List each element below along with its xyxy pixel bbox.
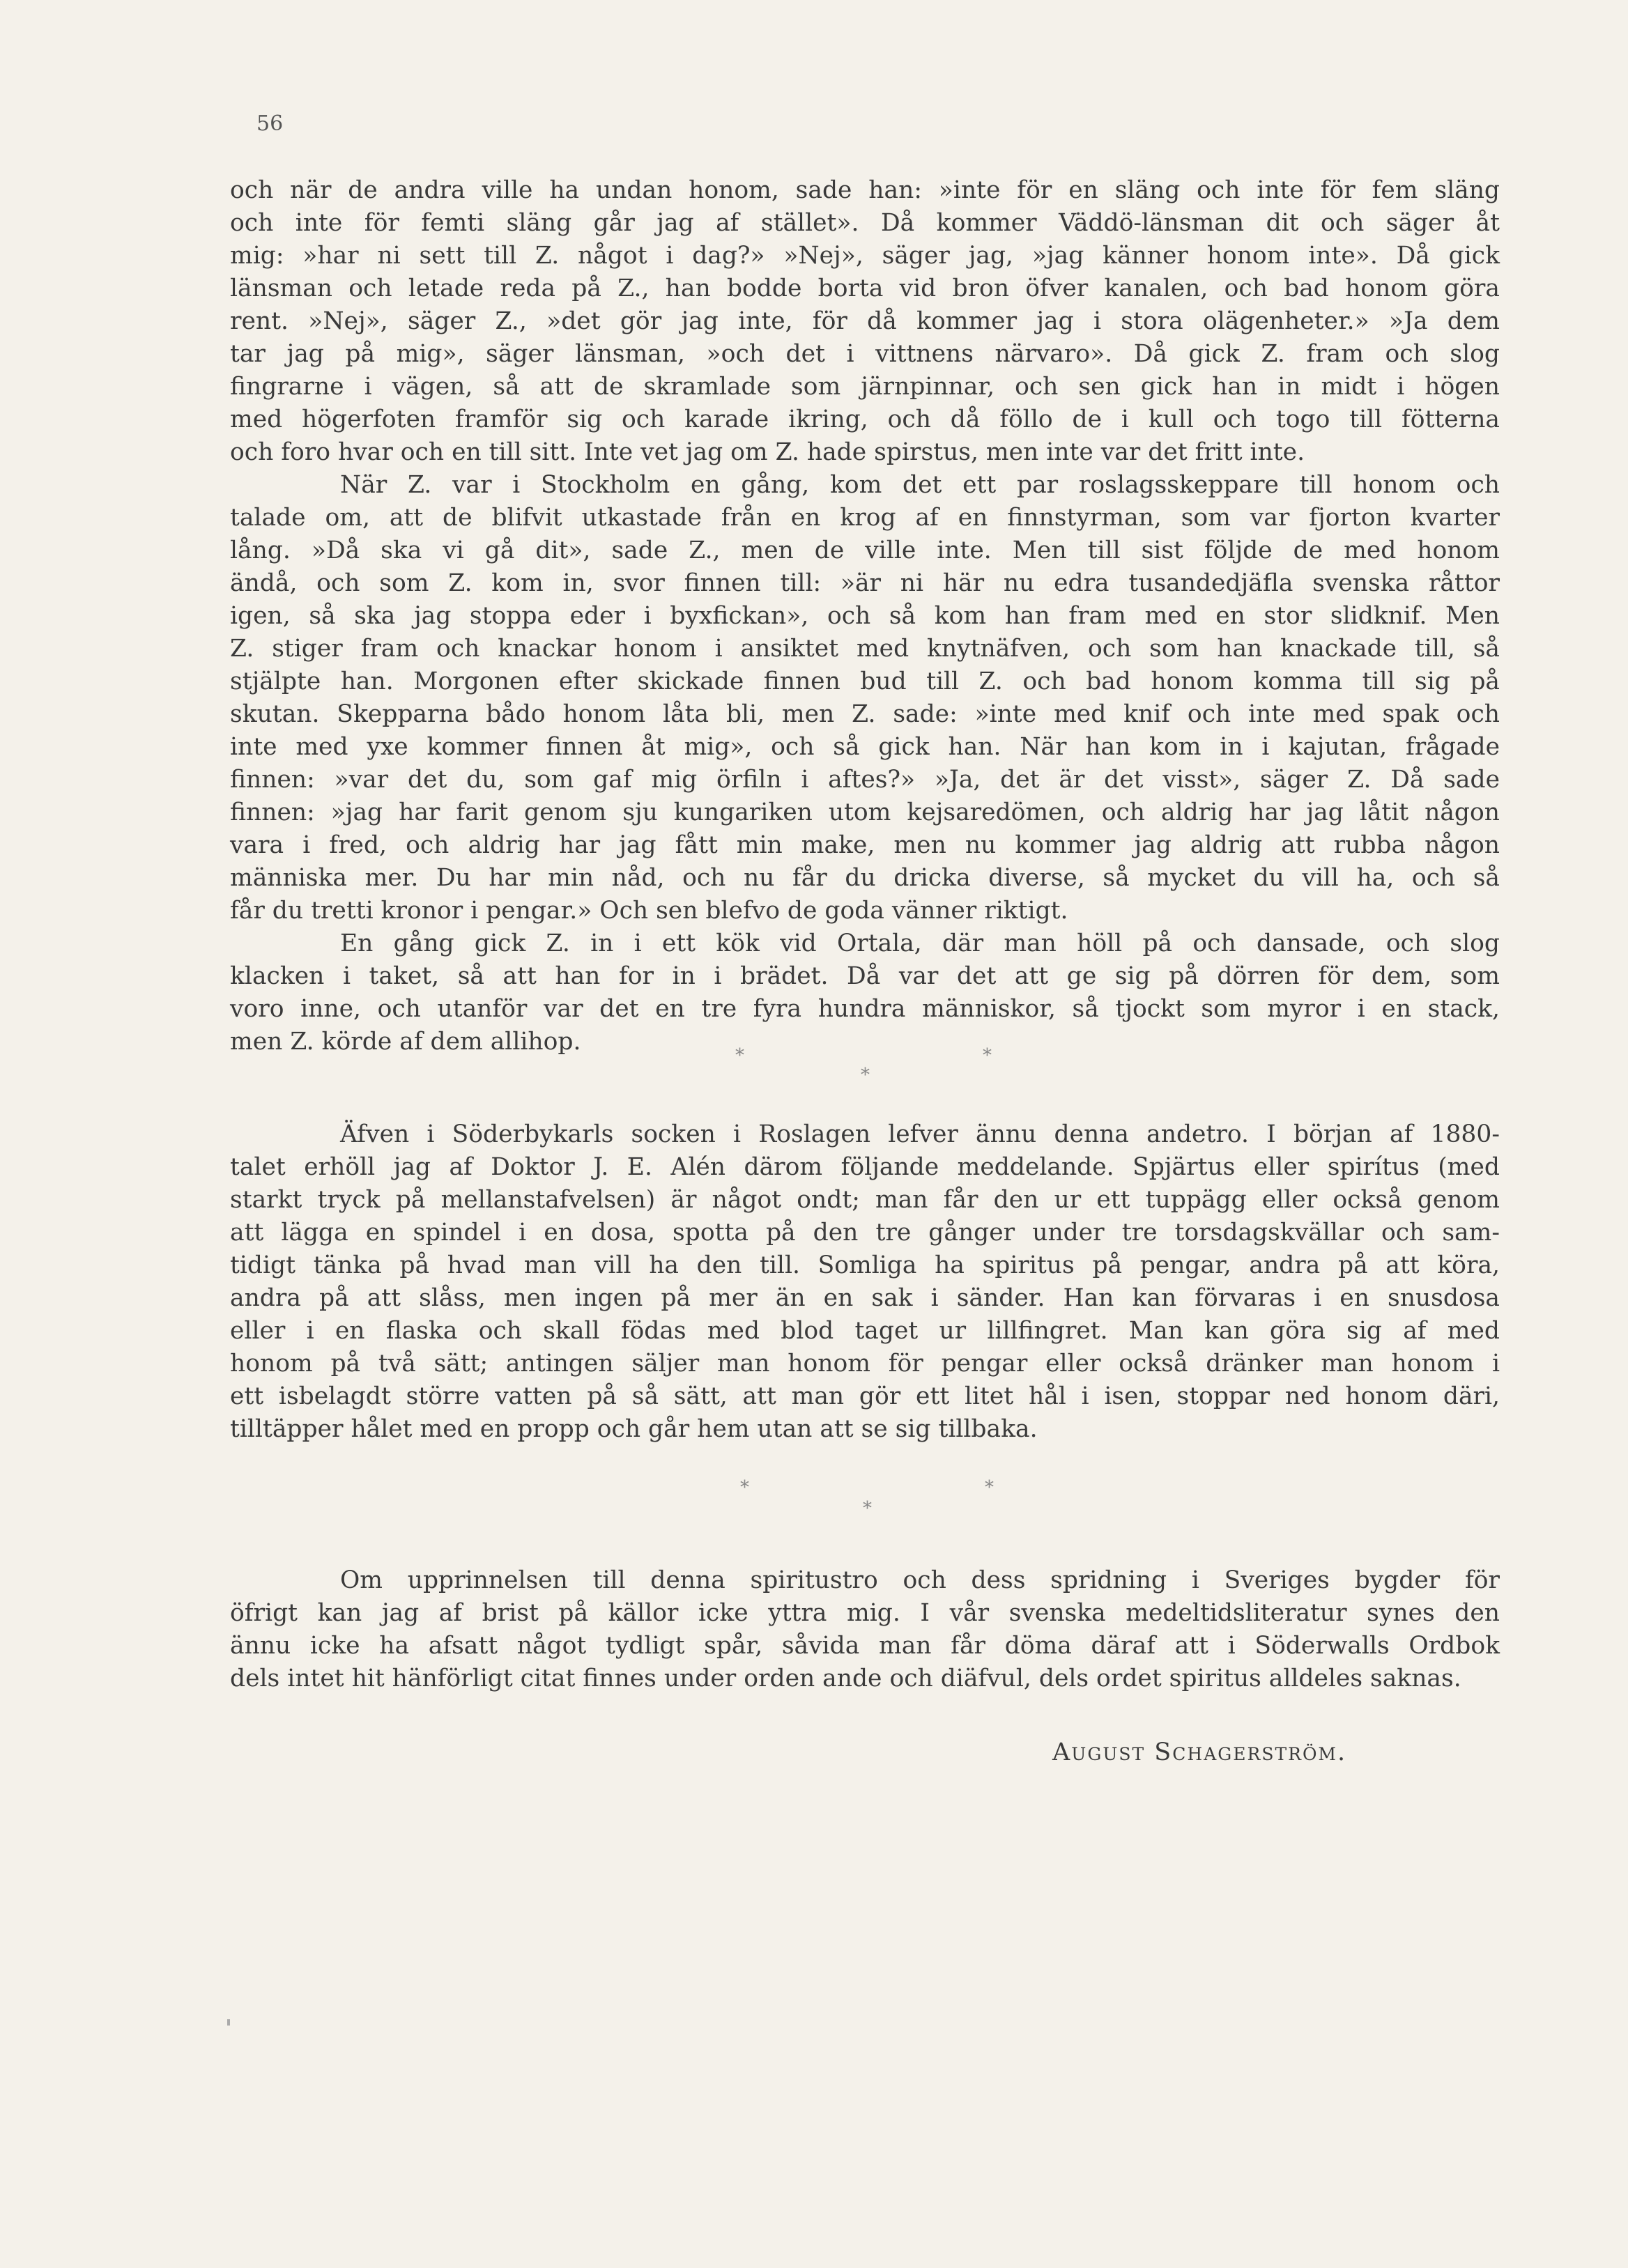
text-line: tidigt tänka på hvad man vill ha den till. Somliga ha spiritus på pengar, andra på att köra, <box>230 1251 1500 1279</box>
text-line: talet erhöll jag af Doktor J. E. Alén därom följande meddelande. Spjärtus eller spirítus (med <box>230 1153 1500 1181</box>
separator-star: * <box>735 1045 744 1066</box>
text-line: finnen: »var det du, som gaf mig örfiln i aftes?» »Ja, det är det visst», säger Z. Då sade <box>230 766 1500 794</box>
text-line: att lägga en spindel i en dosa, spotta på den tre gånger under tre torsdagskvällar och sam- <box>230 1219 1500 1247</box>
text-line: ett isbelagdt större vatten på så sätt, att man gör ett litet hål i isen, stoppar ned honom däri, <box>230 1382 1500 1410</box>
narrative-section <box>230 174 1500 1058</box>
text-line: dels intet hit hänförligt citat finnes under orden ande och diäfvul, dels ordet spiritus alldeles saknas. <box>230 1665 1461 1692</box>
text-line: rent. »Nej», säger Z., »det gör jag inte, för då kommer jag i stora olägenheter.» »Ja dem <box>230 307 1500 335</box>
text-line: talade om, att de blifvit utkastade från en krog af en finnstyrman, som var fjorton kvarter <box>230 504 1500 532</box>
author-signature: August Schagerström. <box>1052 1738 1347 1766</box>
text-line: ännu icke ha afsatt något tydligt spår, såvida man får döma däraf att i Söderwalls Ordbok <box>230 1632 1500 1660</box>
text-line: Om upprinnelsen till denna spiritustro och dess spridning i Sveriges bygder för <box>340 1566 1500 1594</box>
soderbykarl-section <box>230 1118 1500 1446</box>
text-line: andra på att slåss, men ingen på mer än en sak i sänder. Han kan förvaras i en snusdosa <box>230 1284 1500 1312</box>
text-line: finnen: »jag har farit genom sju kungariken utom kejsaredömen, och aldrig har jag låtit någon <box>230 799 1500 826</box>
text-line: En gång gick Z. in i ett kök vid Ortala, där man höll på och dansade, och slog <box>340 929 1500 957</box>
text-line: människa mer. Du har min nåd, och nu får du dricka diverse, så mycket du vill ha, och så <box>230 864 1500 892</box>
text-line: länsman och letade reda på Z., han bodde borta vid bron öfver kanalen, och bad honom göra <box>230 275 1500 302</box>
text-line: Äfven i Söderbykarls socken i Roslagen lefver ännu denna andetro. I början af 1880- <box>340 1120 1500 1148</box>
text-line: och foro hvar och en till sitt. Inte vet jag om Z. hade spirstus, men inte var det fritt inte. <box>230 438 1305 466</box>
separator-star: * <box>983 1045 992 1066</box>
text-line: När Z. var i Stockholm en gång, kom det ett par roslagsskeppare till honom och <box>340 471 1500 499</box>
text-line: inte med yxe kommer finnen åt mig», och så gick han. När han kom in i kajutan, frågade <box>230 733 1500 761</box>
text-line: lång. »Då ska vi gå dit», sade Z., men de ville inte. Men till sist följde de med honom <box>230 537 1500 564</box>
text-line: mig: »har ni sett till Z. något i dag?» »Nej», säger jag, »jag känner honom inte». Då gick <box>230 242 1500 270</box>
text-line: och när de andra ville ha undan honom, sade han: »inte för en släng och inte för fem släng <box>230 176 1500 204</box>
text-line: och inte för femti släng går jag af stället». Då kommer Väddö-länsman dit och säger åt <box>230 209 1500 237</box>
text-line: men Z. körde af dem allihop. <box>230 1028 581 1056</box>
text-line: öfrigt kan jag af brist på källor icke yttra mig. I vår svenska medeltidsliteratur synes den <box>230 1599 1500 1627</box>
text-line: får du tretti kronor i pengar.» Och sen blefvo de goda vänner riktigt. <box>230 897 1068 925</box>
text-line: med högerfoten framför sig och karade ikring, och då föllo de i kull och togo till fötterna <box>230 406 1500 433</box>
page-speck <box>227 2019 230 2026</box>
text-line: starkt tryck på mellanstafvelsen) är något ondt; man får den ur ett tuppägg eller också genom <box>230 1186 1500 1214</box>
text-line: igen, så ska jag stoppa eder i byxfickan», och så kom han fram med en stor slidknif. Men <box>230 602 1500 630</box>
separator-star: * <box>740 1477 749 1498</box>
page-number: 56 <box>256 111 284 136</box>
text-line: skutan. Skepparna bådo honom låta bli, men Z. sade: »inte med knif och inte med spak och <box>230 700 1500 728</box>
section-separator-2 <box>0 1477 1628 1533</box>
text-line: Z. stiger fram och knackar honom i ansiktet med knytnäfven, och som han knackade till, så <box>230 635 1500 663</box>
separator-star: * <box>861 1065 870 1086</box>
text-line: tilltäpper hålet med en propp och går hem utan att se sig tillbaka. <box>230 1415 1038 1443</box>
text-line: tar jag på mig», säger länsman, »och det i vittnens närvaro». Då gick Z. fram och slog <box>230 340 1500 368</box>
section-separator-1 <box>0 1045 1628 1101</box>
separator-star: * <box>863 1498 872 1519</box>
text-line: voro inne, och utanför var det en tre fyra hundra människor, så tjockt som myror i en stack, <box>230 995 1500 1023</box>
text-line: vara i fred, och aldrig har jag fått min make, men nu kommer jag aldrig att rubba någon <box>230 831 1500 859</box>
text-line: ändå, och som Z. kom in, svor finnen till: »är ni här nu edra tusandedjäfla svenska råttor <box>230 569 1500 597</box>
text-line: eller i en flaska och skall födas med blod taget ur lillfingret. Man kan göra sig af med <box>230 1317 1500 1345</box>
text-line: honom på två sätt; antingen säljer man honom för pengar eller också dränker man honom i <box>230 1350 1500 1378</box>
text-line: klacken i taket, så att han for in i brädet. Då var det att ge sig på dörren för dem, som <box>230 962 1500 990</box>
text-line: fingrarne i vägen, så att de skramlade som järnpinnar, och sen gick han in midt i högen <box>230 373 1500 401</box>
origin-section <box>230 1564 1500 1695</box>
text-line: stjälpte han. Morgonen efter skickade finnen bud till Z. och bad honom komma till sig på <box>230 668 1500 695</box>
separator-star: * <box>985 1477 994 1498</box>
